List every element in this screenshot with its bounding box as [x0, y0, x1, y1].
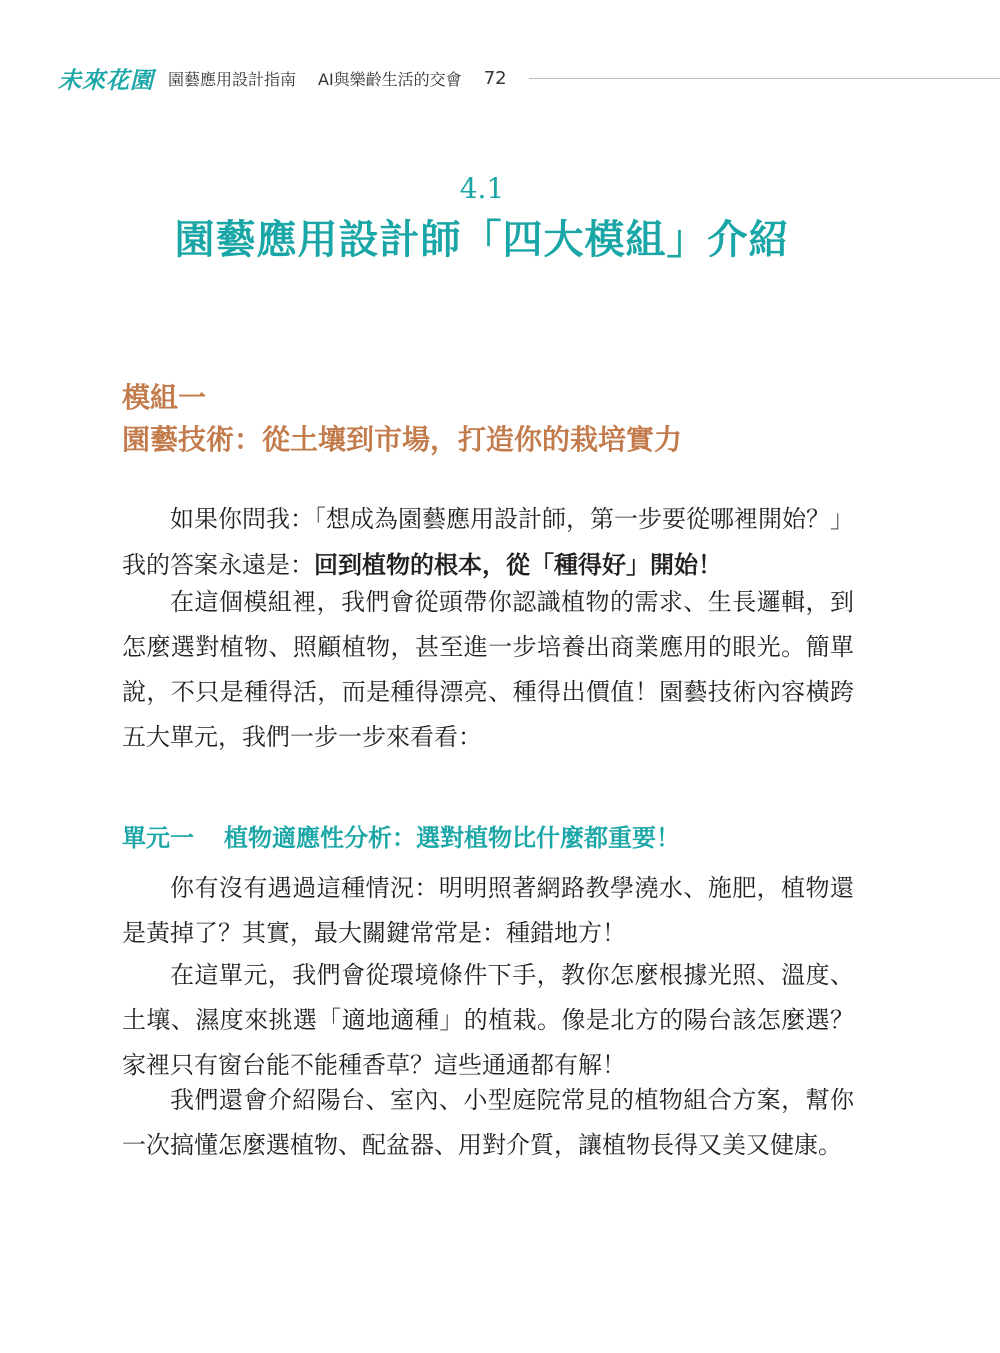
module-label: 模組一 [122, 381, 207, 414]
chapter-title: 園藝應用設計師「四大模組」介紹 [174, 216, 790, 263]
book-title: 園藝應用設計指南 [168, 69, 297, 89]
page-number: 72 [483, 67, 507, 89]
brand-logo: 未來花園 [58, 67, 154, 94]
intro-paragraph-1-text: 如果你問我：「想成為園藝應用設計師，第一步要從哪裡開始？」我的答案永遠是： [122, 505, 854, 579]
unit-label: 單元一 [122, 824, 194, 852]
running-header [58, 60, 1000, 96]
unit-heading [122, 818, 680, 853]
unit-paragraph-2: 在這單元，我們會從環境條件下手，教你怎麼根據光照、溫度、土壤、濕度來挑選「適地適種」的植栽。像是北方的陽台該怎麼選？家裡只有窗台能不能種香草？這些通通都有解！ [122, 961, 854, 1079]
module-title: 園藝技術：從土壤到市場，打造你的栽培實力 [122, 423, 683, 456]
intro-paragraph-1 [122, 497, 854, 588]
book-subtitle: AI與樂齡生活的交會 [318, 69, 462, 89]
unit-title: 植物適應性分析：選對植物比什麼都重要！ [224, 824, 680, 852]
section-number: 4.1 [459, 172, 505, 205]
intro-paragraph-2: 在這個模組裡，我們會從頭帶你認識植物的需求、生長邏輯，到怎麼選對植物、照顧植物，甚至進一步培養出商業應用的眼光。簡單說，不只是種得活，而是種得漂亮、種得出價值！園藝技術內容橫跨五大單元，我們一步一步來看看： [122, 588, 854, 751]
intro-emphasis: 回到植物的根本，從「種得好」開始！ [314, 550, 722, 579]
unit-paragraph-3: 我們還會介紹陽台、室內、小型庭院常見的植物組合方案，幫你一次搞懂怎麼選植物、配盆器、用對介質，讓植物長得又美又健康。 [122, 1086, 854, 1159]
header-rule [529, 78, 1000, 79]
unit-paragraph-1: 你有沒有遇過這種情況：明明照著網路教學澆水、施肥，植物還是黃掉了？其實，最大關鍵常常是：種錯地方！ [122, 874, 854, 947]
